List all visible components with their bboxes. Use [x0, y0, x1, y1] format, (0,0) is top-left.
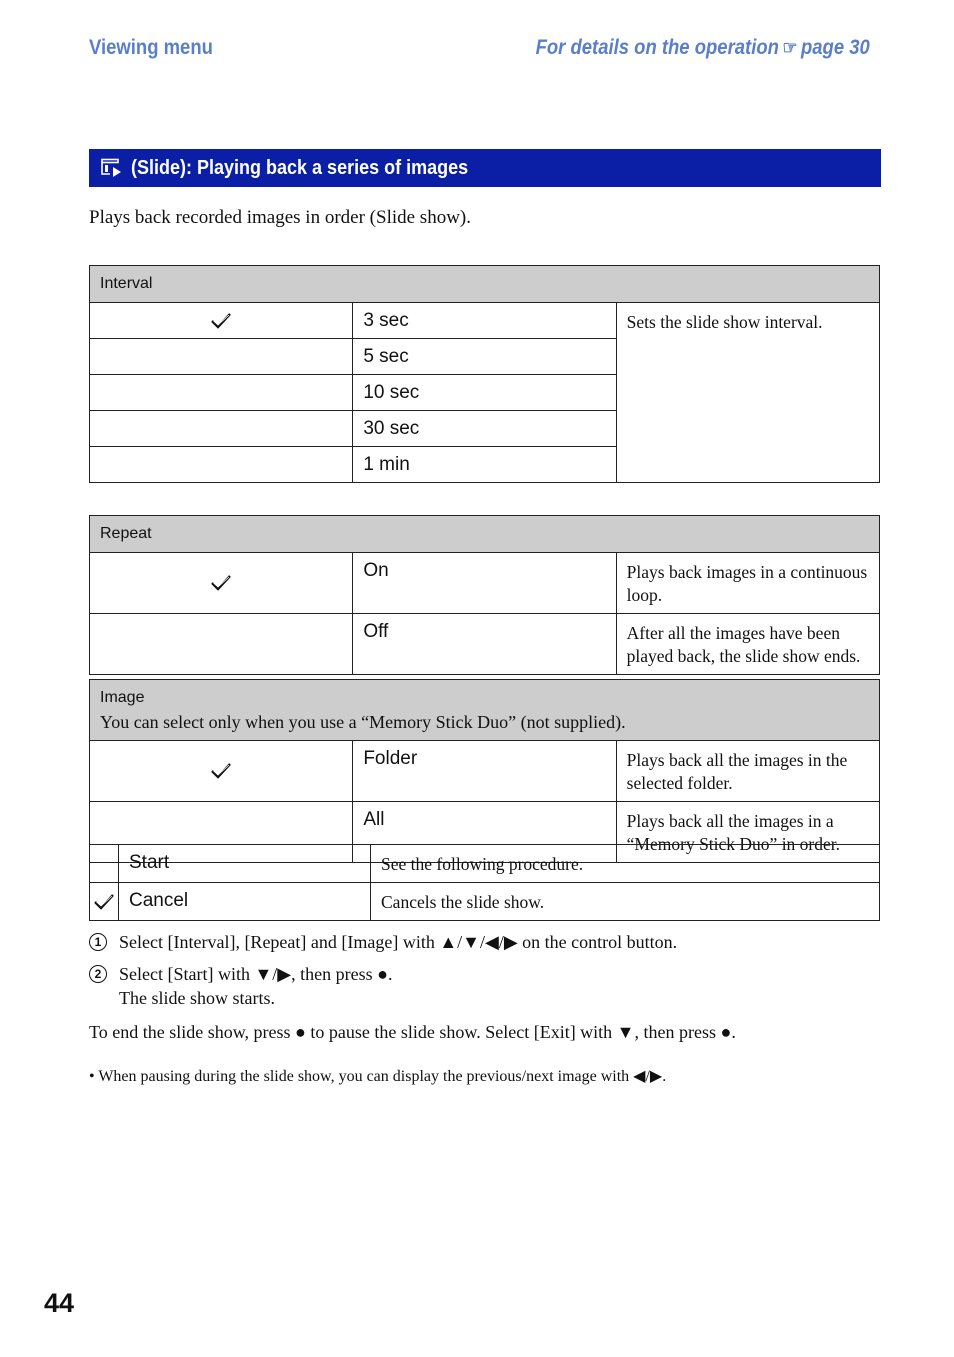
- option-folder-description: Plays back all the images in the selected folder.: [616, 741, 879, 802]
- step-text: Select [Start] with ▼/▶, then press ●.: [119, 964, 393, 984]
- option-off[interactable]: Off: [353, 614, 616, 675]
- details-prefix: For details on the operation: [535, 36, 780, 59]
- intro-text: Plays back recorded images in order (Slide show).: [89, 207, 472, 228]
- option-cancel[interactable]: Cancel: [119, 883, 371, 921]
- image-header-title: Image: [100, 689, 145, 706]
- option-folder[interactable]: Folder: [353, 741, 616, 802]
- option-10-sec[interactable]: 10 sec: [353, 375, 616, 411]
- default-check-icon: [90, 553, 353, 614]
- option-3-sec[interactable]: 3 sec: [353, 303, 616, 339]
- option-start[interactable]: Start: [119, 845, 371, 883]
- page-number: 44: [44, 1288, 75, 1318]
- end-instructions: To end the slide show, press ● to pause the slide show. Select [Exit] with ▼, then press ●.: [89, 1022, 736, 1042]
- note-bullet: • When pausing during the slide show, you can display the previous/next image with ◀/▶.: [89, 1068, 667, 1085]
- option-all-description: Plays back all the images in a “Memory Stick Duo” in order.: [616, 802, 879, 863]
- check-icon: [210, 574, 232, 592]
- interval-description: Sets the slide show interval.: [616, 303, 879, 483]
- option-cancel-description: Cancels the slide show.: [371, 883, 880, 921]
- repeat-table: [89, 515, 880, 675]
- check-cell: [90, 411, 353, 447]
- option-30-sec[interactable]: 30 sec: [353, 411, 616, 447]
- action-table: [89, 844, 880, 921]
- step-number: 2: [89, 965, 107, 983]
- image-header: [90, 680, 880, 741]
- repeat-header: Repeat: [90, 516, 880, 553]
- option-on[interactable]: On: [353, 553, 616, 614]
- default-check-icon: [90, 741, 353, 802]
- check-cell: [90, 375, 353, 411]
- procedure-steps: [89, 930, 889, 1018]
- default-check-icon: [90, 303, 353, 339]
- step-number: 1: [89, 933, 107, 951]
- section-title-bar: [89, 149, 881, 187]
- section-title: (Slide): Playing back a series of images: [131, 156, 469, 179]
- step-text: Select [Interval], [Repeat] and [Image] with ▲/▼/◀/▶ on the control button.: [119, 932, 678, 952]
- step-1: [89, 930, 889, 954]
- check-icon: [210, 312, 232, 330]
- check-icon: [210, 762, 232, 780]
- check-cell: [90, 614, 353, 675]
- option-all[interactable]: All: [353, 802, 616, 863]
- section-name: Viewing menu: [89, 36, 213, 59]
- step-2: [89, 962, 889, 1010]
- check-icon: [93, 893, 115, 911]
- hand-pointer-icon: ☞: [782, 38, 798, 59]
- option-1-min[interactable]: 1 min: [353, 447, 616, 483]
- option-off-description: After all the images have been played back, the slide show ends.: [616, 614, 879, 675]
- interval-header: Interval: [90, 266, 880, 303]
- step-subtext: The slide show starts.: [119, 988, 275, 1008]
- check-cell: [90, 447, 353, 483]
- details-page-link[interactable]: page 30: [801, 36, 870, 59]
- option-on-description: Plays back images in a continuous loop.: [616, 553, 879, 614]
- option-start-description: See the following procedure.: [371, 845, 880, 883]
- check-cell: [90, 845, 119, 883]
- default-check-icon: [90, 883, 119, 921]
- slide-show-icon: [101, 158, 123, 178]
- image-table: [89, 679, 880, 863]
- image-header-note: You can select only when you use a “Memory Stick Duo” (not supplied).: [100, 712, 626, 732]
- details-reference: [536, 36, 870, 60]
- option-5-sec[interactable]: 5 sec: [353, 339, 616, 375]
- check-cell: [90, 339, 353, 375]
- interval-table: [89, 265, 880, 483]
